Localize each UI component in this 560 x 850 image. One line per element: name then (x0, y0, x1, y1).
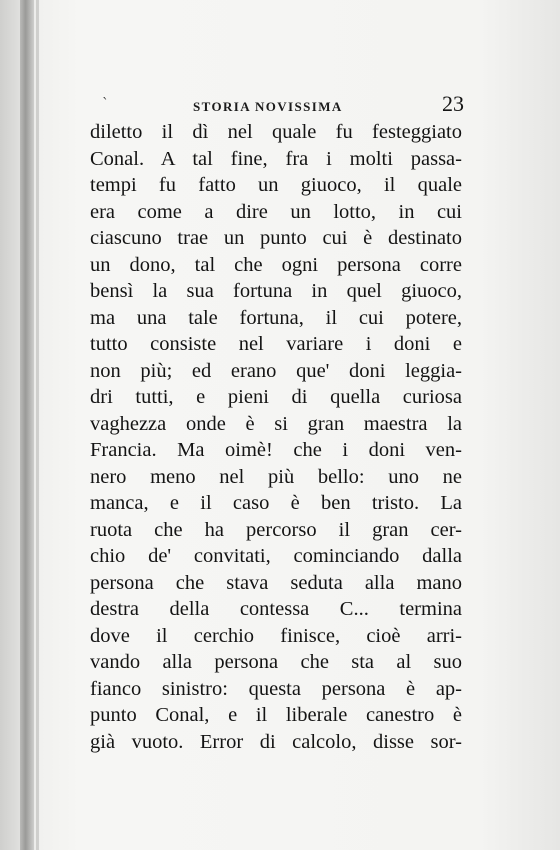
text-line: nero meno nel più bello: uno ne (90, 465, 462, 488)
body-text (90, 119, 462, 755)
text-line: vando alla persona che sta al suo (90, 651, 462, 673)
text-line: Francia. Ma oimè! che i doni ven- (90, 439, 462, 461)
text-line: Conal. A tal fine, fra i molti passa- (90, 147, 462, 170)
book-spine-shadow (20, 0, 34, 850)
header-mark: ` (102, 96, 109, 112)
text-line: fianco sinistro: questa persona è ap- (90, 677, 462, 700)
text-line: destra della contessa C... termina (90, 598, 462, 620)
text-line: manca, e il caso è ben tristo. La (90, 492, 462, 514)
text-line: era come a dire un lotto, in cui (90, 200, 462, 223)
text-line: diletto il dì nel quale fu festeggiato (90, 121, 462, 143)
text-line: punto Conal, e il liberale canestro è (90, 704, 462, 726)
page-number: 23 (442, 91, 464, 116)
text-line: non più; ed erano que' doni leggia- (90, 359, 462, 382)
running-title: STORIA NOVISSIMA (193, 99, 343, 114)
text-line: tempi fu fatto un giuoco, il quale (90, 174, 462, 196)
text-line: già vuoto. Error di calcolo, disse sor- (90, 730, 462, 753)
text-line: bensì la sua fortuna in quel giuoco, (90, 280, 462, 302)
text-line: dri tutti, e pieni di quella curiosa (90, 386, 462, 408)
text-line: ruota che ha percorso il gran cer- (90, 518, 462, 541)
text-line: persona che stava seduta alla mano (90, 571, 462, 594)
text-line: vaghezza onde è si gran maestra la (90, 412, 462, 435)
text-line: dove il cerchio finisce, cioè arri- (90, 624, 462, 647)
text-line: ma una tale fortuna, il cui potere, (90, 306, 462, 329)
text-line: tutto consiste nel variare i doni e (90, 333, 462, 355)
text-line: ciascuno trae un punto cui è destinato (90, 227, 462, 249)
book-gutter-line (36, 0, 39, 850)
text-line: un dono, tal che ogni persona corre (90, 253, 462, 276)
text-line: chio de' convitati, cominciando dalla (90, 545, 462, 567)
running-header (88, 91, 464, 118)
